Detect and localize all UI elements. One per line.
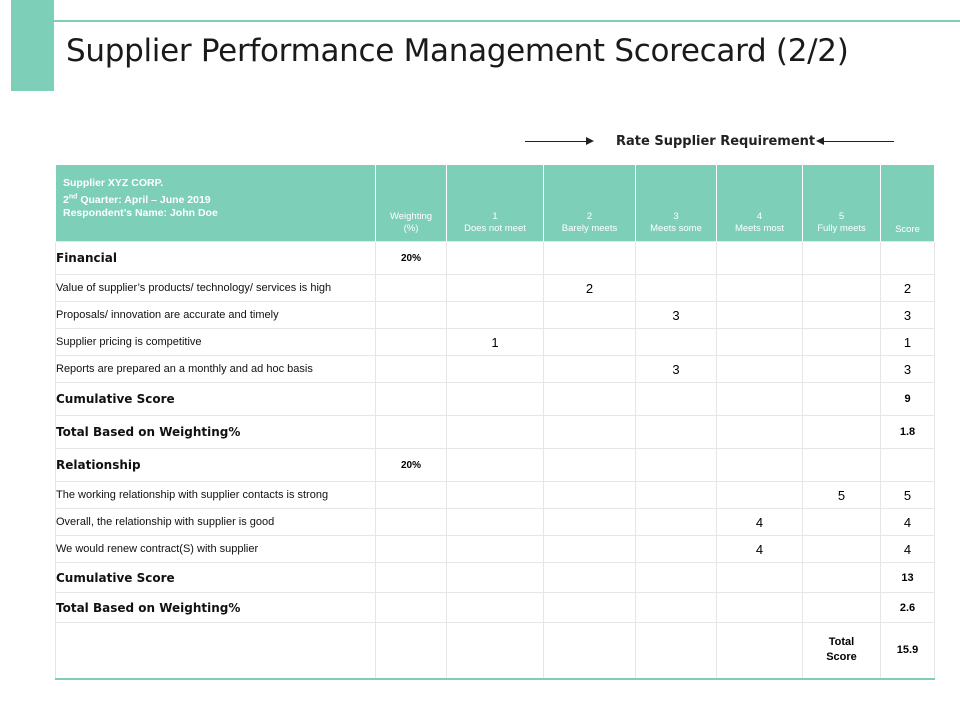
score-header: Score — [881, 165, 935, 242]
total-score-label: Total Score — [803, 623, 881, 679]
criterion-label: Supplier pricing is competitive — [56, 329, 376, 356]
criterion-label: We would renew contract(S) with supplier — [56, 536, 376, 563]
rating-4-header: 4 Meets most — [717, 165, 803, 242]
rating-value: 3 — [636, 356, 717, 383]
respondent-name: Respondent’s Name: John Doe — [63, 206, 218, 219]
criterion-label: Value of supplier’s products/ technology/ services is high — [56, 275, 376, 302]
arrow-left-line — [820, 141, 894, 142]
total-score-row — [56, 623, 935, 679]
rating-value: 4 — [717, 536, 803, 563]
supplier-info-header — [56, 165, 376, 242]
weighted-value: 2.6 — [881, 593, 935, 623]
rate-supplier-label: Rate Supplier Requirement — [616, 134, 816, 149]
cumulative-value: 9 — [881, 383, 935, 416]
table-row — [56, 275, 935, 302]
cumulative-row-financial — [56, 383, 935, 416]
page-title: Supplier Performance Management Scorecard (2/2) — [66, 33, 849, 69]
criterion-label: The working relationship with supplier contacts is strong — [56, 482, 376, 509]
criterion-label: Reports are prepared an a monthly and ad hoc basis — [56, 356, 376, 383]
section-row-financial — [56, 242, 935, 275]
rating-1-header: 1 Does not meet — [447, 165, 544, 242]
score-value: 2 — [881, 275, 935, 302]
arrow-right-line — [525, 141, 591, 142]
weighted-label: Total Based on Weighting% — [56, 416, 376, 449]
table-row — [56, 536, 935, 563]
score-value: 5 — [881, 482, 935, 509]
section-label: Financial — [56, 242, 376, 275]
rating-value: 1 — [447, 329, 544, 356]
title-accent-bar — [11, 0, 54, 91]
table-row — [56, 509, 935, 536]
criterion-label: Proposals/ innovation are accurate and timely — [56, 302, 376, 329]
cumulative-value: 13 — [881, 563, 935, 593]
rating-3-header: 3 Meets some — [636, 165, 717, 242]
rating-5-header: 5 Fully meets — [803, 165, 881, 242]
cumulative-row-relationship — [56, 563, 935, 593]
section-weight: 20% — [376, 242, 447, 275]
section-label: Relationship — [56, 449, 376, 482]
weighted-value: 1.8 — [881, 416, 935, 449]
table-row — [56, 329, 935, 356]
weighted-row-relationship — [56, 593, 935, 623]
criterion-label: Overall, the relationship with supplier is good — [56, 509, 376, 536]
rating-value: 3 — [636, 302, 717, 329]
scorecard-table — [55, 165, 935, 680]
score-value: 4 — [881, 509, 935, 536]
cumulative-label: Cumulative Score — [56, 383, 376, 416]
rating-2-header: 2 Barely meets — [544, 165, 636, 242]
score-value: 4 — [881, 536, 935, 563]
supplier-name: Supplier XYZ CORP. — [63, 177, 164, 189]
section-weight: 20% — [376, 449, 447, 482]
score-value: 1 — [881, 329, 935, 356]
arrow-right-icon — [586, 137, 594, 145]
table-header-row — [56, 165, 935, 242]
rating-value: 4 — [717, 509, 803, 536]
quarter-info: 2nd Quarter: April – June 2019 — [63, 193, 211, 206]
section-row-relationship — [56, 449, 935, 482]
total-score-value: 15.9 — [881, 623, 935, 679]
table-row — [56, 356, 935, 383]
score-value: 3 — [881, 302, 935, 329]
weighted-row-financial — [56, 416, 935, 449]
table-row — [56, 302, 935, 329]
weighting-header: Weighting (%) — [376, 165, 447, 242]
rating-value: 5 — [803, 482, 881, 509]
rate-supplier-header — [520, 132, 900, 152]
score-value: 3 — [881, 356, 935, 383]
cumulative-label: Cumulative Score — [56, 563, 376, 593]
rating-value: 2 — [544, 275, 636, 302]
weighted-label: Total Based on Weighting% — [56, 593, 376, 623]
header-rule — [54, 20, 960, 22]
table-row — [56, 482, 935, 509]
